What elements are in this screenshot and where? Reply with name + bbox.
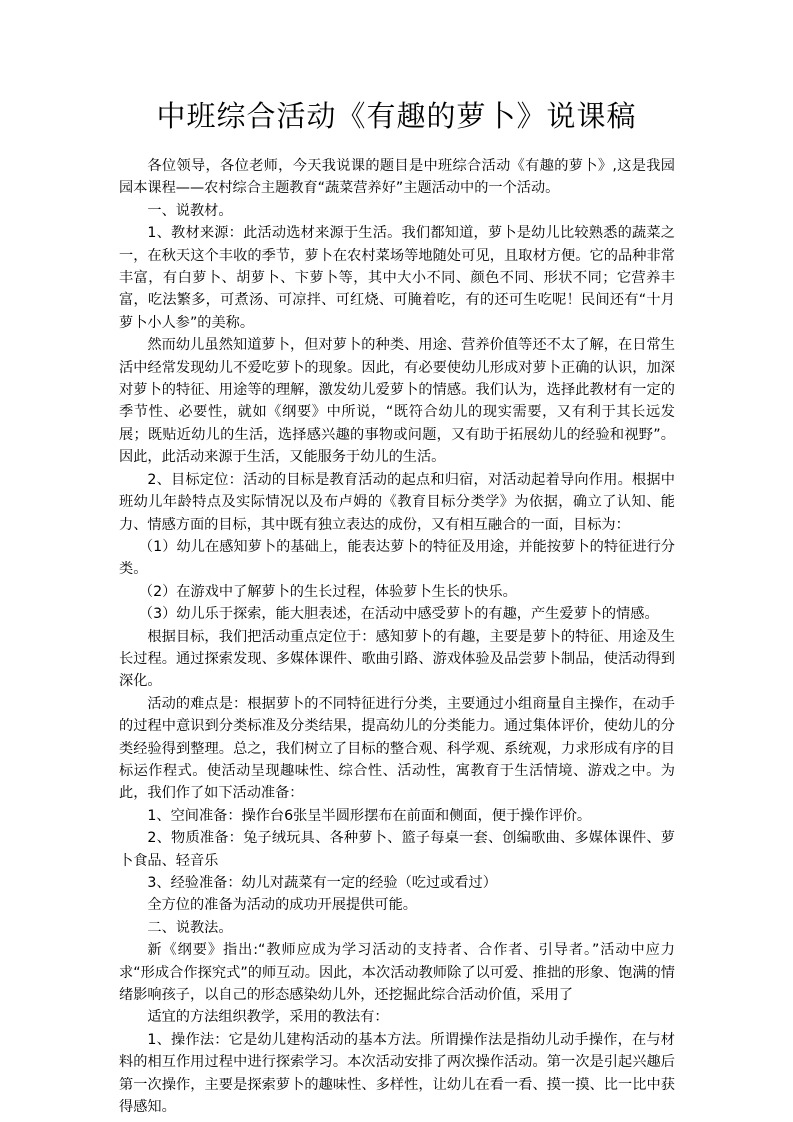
paragraph: 1、操作法：它是幼儿建构活动的基本方法。所谓操作法是指幼儿动手操作，在与材料的相互作用过程中进行探索学习。本次活动安排了两次操作活动。第一次是引起兴趣后第一次操作，主要是探索萝卜的趣味性、多样性，让幼儿在看一看、摸一摸、比一比中获得感知。: [119, 1031, 675, 1116]
paragraph: 根据目标，我们把活动重点定位于：感知萝卜的有趣，主要是萝卜的特征、用途及生长过程。通过探索发现、多媒体课件、歌曲引路、游戏体验及品尝萝卜制品，使活动得到深化。: [119, 628, 675, 690]
paragraph: 3、经验准备：幼儿对蔬菜有一定的经验（吃过或看过）: [147, 875, 497, 891]
goal-item: （3）幼儿乐于探索，能大胆表述，在活动中感受萝卜的有趣，产生爱萝卜的情感。: [138, 606, 659, 623]
paragraph: 适宜的方法组织教学，采用的教法有：: [147, 1009, 389, 1026]
section-heading: 一、说教材。: [147, 202, 233, 219]
paragraph: 然而幼儿虽然知道萝卜，但对萝卜的种类、用途、营养价值等还不太了解，在日常生活中经常发现幼儿不爱吃萝卜的现象。因此，有必要使幼儿形成对萝卜正确的认识，加深对萝卜的特征、用途等的理解，激发幼儿爱萝卜的情感。我们认为，选择此教材有一定的季节性、必要性，就如《纲要》中所说，“既符合幼儿的现实需要，又有利于其长远发展；既贴近幼儿的生活，选择感兴趣的事物或问题，又有助于拓展幼儿的经验和视野”。因此，此活动来源于生活，又能服务于幼儿的生活。: [119, 337, 675, 466]
paragraph: 活动的难点是：根据萝卜的不同特征进行分类，主要通过小组商量自主操作，在动手的过程中意识到分类标准及分类结果，提高幼儿的分类能力。通过集体评价，使幼儿的分类经验得到整理。总之，我们树立了目标的整合观、科学观、系统观，力求形成有序的目标运作程式。使活动呈现趣味性、综合性、活动性，寓教育于生活情境、游戏之中。为此，我们作了如下活动准备：: [119, 695, 675, 802]
paragraph: 各位领导，各位老师，今天我说课的题目是中班综合活动《有趣的萝卜》,这是我园园本课程——农村综合主题教育“蔬菜营养好”主题活动中的一个活动。: [119, 158, 675, 197]
goal-item: （2）在游戏中了解萝卜的生长过程，体验萝卜生长的快乐。: [138, 583, 517, 600]
document-body: [119, 155, 675, 1118]
paragraph: 1、空间准备：操作台6张呈半圆形摆布在前面和侧面，便于操作评价。: [147, 807, 592, 824]
goal-item: （1）幼儿在感知萝卜的基础上，能表达萝卜的特征及用途，并能按萝卜的特征进行分类。: [119, 538, 675, 578]
paragraph: 1、教材来源：此活动选材来源于生活。我们都知道，萝卜是幼儿比较熟悉的蔬菜之一，在秋天这个丰收的季节，萝卜在农村菜场等地随处可见，且取材方便。它的品种非常丰富，有白萝卜、胡萝卜、卞萝卜等，其中大小不同、颜色不同、形状不同；它营养丰富，吃法繁多，可煮汤、可凉拌、可红烧、可腌着吃，有的还可生吃呢！民间还有“十月萝卜小人参”的美称。: [119, 225, 675, 331]
paragraph: 新《纲要》指出:“教师应成为学习活动的支持者、合作者、引导者。”活动中应力求“形成合作探究式”的师互动。因此，本次活动教师除了以可爱、推拙的形象、饱满的情绪影响孩子，以自己的形态感染幼儿外，还挖掘此综合活动价值，采用了: [119, 942, 675, 1004]
paragraph: 2、目标定位：活动的目标是教育活动的起点和归宿，对活动起着导向作用。根据中班幼儿年龄特点及实际情况以及布卢姆的《教育目标分类学》为依据，确立了认知、能力、情感方面的目标，其中既有独立表达的成份，又有相互融合的一面，目标为：: [119, 471, 675, 533]
paragraph: 全方位的准备为活动的成功开展提供可能。: [147, 897, 417, 914]
document-title: 中班综合活动《有趣的萝卜》说课稿: [156, 99, 637, 133]
section-heading: 二、说教法。: [147, 919, 233, 936]
paragraph: 2、物质准备：兔子绒玩具、各种萝卜、篮子每桌一套、创编歌曲、多媒体课件、萝卜食品、轻音乐: [119, 830, 675, 869]
